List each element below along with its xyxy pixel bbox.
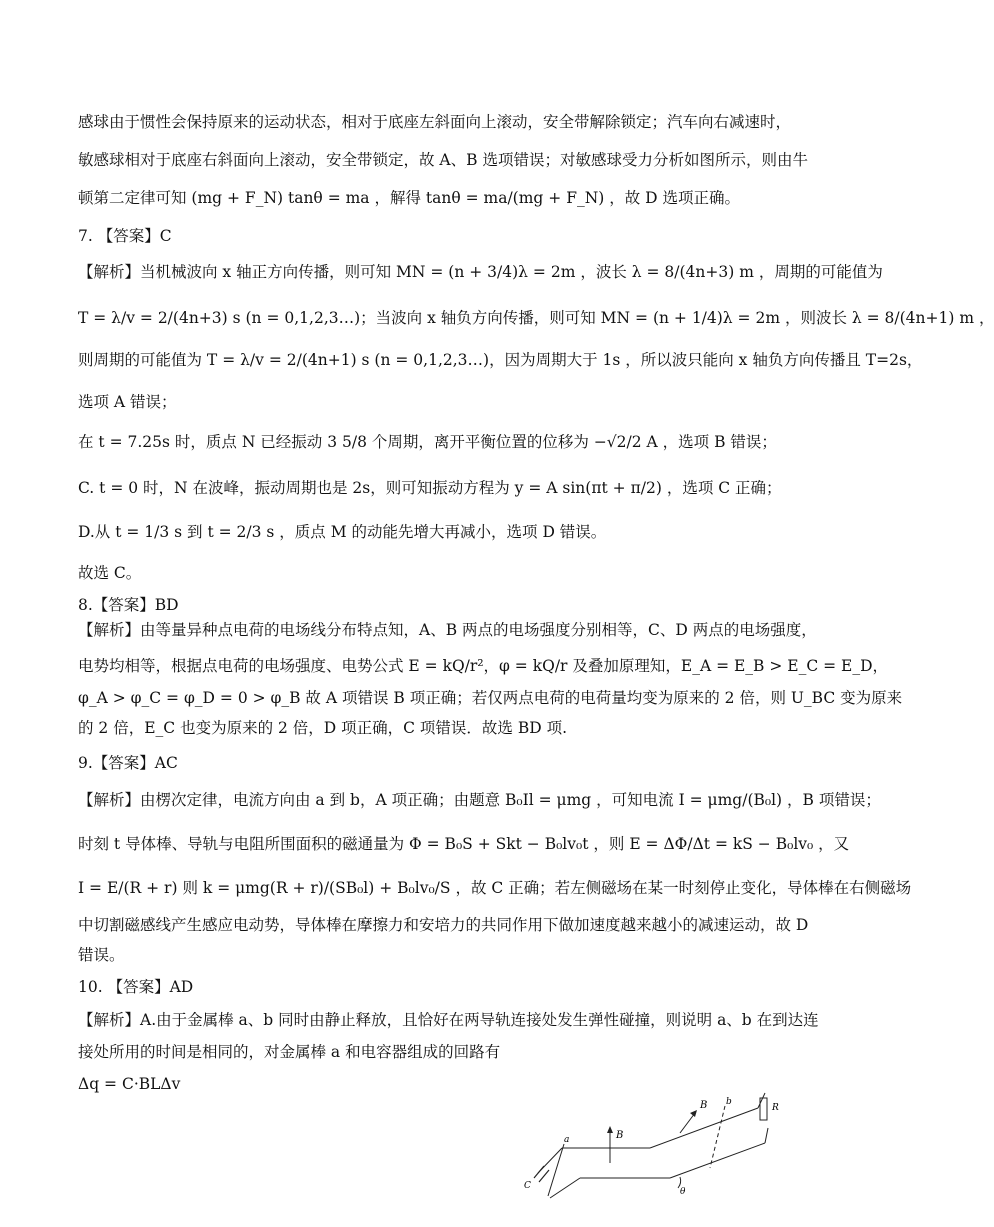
text-line: 顿第二定律可知 (mg + F_N) tanθ = ma ，解得 tanθ = ma/(mg + F_N) ，故 D 选项正确。 — [78, 189, 741, 207]
rod-a — [548, 1144, 564, 1196]
answer-heading-7: 7. 【答案】C — [78, 227, 172, 245]
rail-line — [550, 1178, 580, 1198]
figure-label: B — [616, 1130, 624, 1141]
text-line: 错误。 — [78, 946, 125, 964]
text-line: 电势均相等，根据点电荷的电场强度、电势公式 E = kQ/r²，φ = kQ/r 及叠加原理知，E_A = E_B > E_C = E_D， — [78, 657, 889, 675]
capacitor-plate — [539, 1170, 549, 1182]
field-arrow-icon — [680, 1113, 695, 1133]
text-line: 中切割磁感线产生感应电动势，导体棒在摩擦力和安培力的共同作用下做加速度越来越小的减速运动，故 D — [78, 916, 809, 934]
rail-line — [670, 1143, 765, 1178]
rail-circuit-diagram — [520, 1078, 780, 1208]
answer-heading-8: 8.【答案】BD — [78, 596, 179, 614]
rail-line — [758, 1093, 765, 1108]
text-line: 【解析】当机械波向 x 轴正方向传播，则可知 MN = (n + 3/4)λ = 2m ，波长 λ = 8/(4n+3) m ，周期的可能值为 — [78, 263, 883, 281]
figure-label: a — [564, 1135, 570, 1145]
text-line: 时刻 t 导体棒、导轨与电阻所围面积的磁通量为 Φ = B₀S + Skt − B₀lv₀t ，则 E = ΔΦ/Δt = kS − B₀lv₀ ，又 — [78, 835, 850, 853]
text-line: I = E/(R + r) 则 k = μmg(R + r)/(SB₀l) + B₀lv₀/S ，故 C 正确；若左侧磁场在某一时刻停止变化，导体棒在右侧磁场 — [78, 879, 912, 897]
field-arrow-icon — [690, 1110, 697, 1117]
figure-label: R — [772, 1103, 779, 1113]
figure-label: C — [524, 1181, 531, 1191]
text-line: Δq = C·BLΔv — [78, 1075, 181, 1093]
text-line: 【解析】由楞次定律，电流方向由 a 到 b，A 项正确；由题意 B₀Il = μmg ，可知电流 I = μmg/(B₀l) ，B 项错误； — [78, 791, 881, 809]
text-line: 接处所用的时间是相同的，对金属棒 a 和电容器组成的回路有 — [78, 1043, 501, 1061]
text-line: 在 t = 7.25s 时，质点 N 已经振动 3 5/8 个周期，离开平衡位置的位移为 −√2/2 A ，选项 B 错误； — [78, 433, 777, 451]
text-line: 的 2 倍，E_C 也变为原来的 2 倍，D 项正确，C 项错误．故选 BD 项. — [78, 719, 568, 737]
capacitor-plate — [534, 1166, 544, 1178]
figure-label: θ — [680, 1187, 686, 1197]
figure-label: b — [726, 1097, 732, 1107]
answer-heading-9: 9.【答案】AC — [78, 754, 178, 772]
text-line: φ_A > φ_C = φ_D = 0 > φ_B 故 A 项错误 B 项正确；若仅两点电荷的电荷量均变为原来的 2 倍，则 U_BC 变为原来 — [78, 689, 903, 707]
answer-heading-10: 10. 【答案】AD — [78, 978, 194, 996]
figure-label: B — [700, 1100, 708, 1111]
rail-line — [650, 1108, 758, 1148]
text-line: D.从 t = 1/3 s 到 t = 2/3 s ，质点 M 的动能先增大再减小，选项 D 错误。 — [78, 523, 607, 541]
text-line: 【解析】由等量异种点电荷的电场线分布特点知，A、B 两点的电场强度分别相等，C、D 两点的电场强度， — [78, 621, 817, 639]
text-line: T = λ/v = 2/(4n+3) s (n = 0,1,2,3…)；当波向 x 轴负方向传播，则可知 MN = (n + 1/4)λ = 2m ，则波长 λ = 8/(4n+1) m ， — [78, 309, 994, 327]
text-line: 感球由于惯性会保持原来的运动状态，相对于底座左斜面向上滚动，安全带解除锁定；汽车向右减速时， — [78, 113, 792, 131]
text-line: C. t = 0 时，N 在波峰，振动周期也是 2s，则可知振动方程为 y = A sin(πt + π/2) ，选项 C 正确； — [78, 479, 782, 497]
text-line: 【解析】A.由于金属棒 a、b 同时由静止释放，且恰好在两导轨连接处发生弹性碰撞，则说明 a、b 在到达连 — [78, 1011, 819, 1029]
text-line: 敏感球相对于底座右斜面向上滚动，安全带锁定，故 A、B 选项错误；对敏感球受力分析如图所示，则由牛 — [78, 151, 808, 169]
text-line: 故选 C。 — [78, 564, 142, 582]
text-line: 则周期的可能值为 T = λ/v = 2/(4n+1) s (n = 0,1,2,3…)，因为周期大于 1s ，所以波只能向 x 轴负方向传播且 T=2s， — [78, 351, 923, 369]
rail-line — [765, 1128, 768, 1143]
text-line: 选项 A 错误； — [78, 393, 177, 411]
field-arrow-icon — [607, 1126, 613, 1133]
